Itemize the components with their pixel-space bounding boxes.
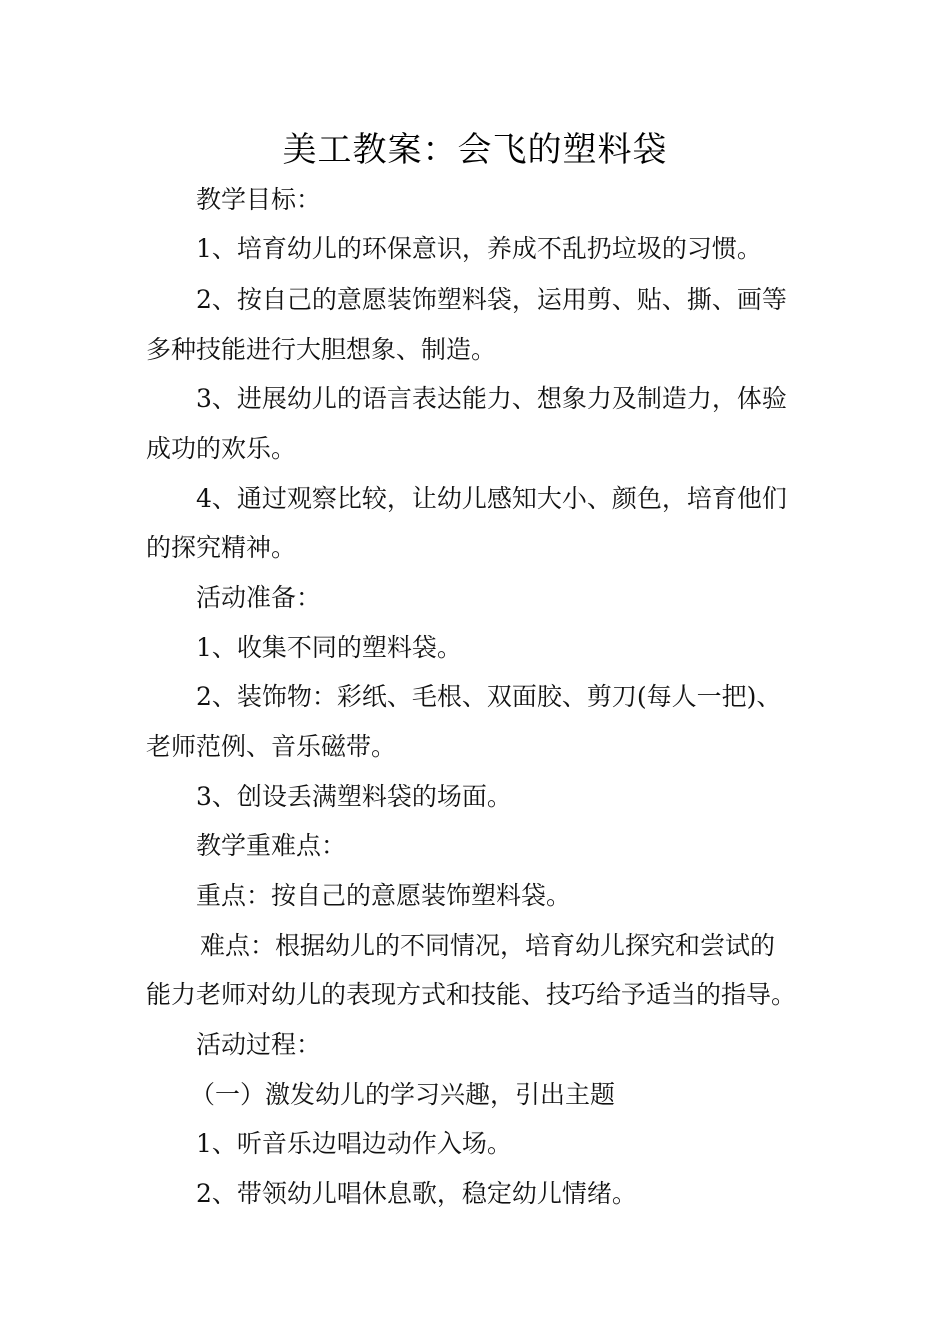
paragraph-line: 4、通过观察比较，让幼儿感知大小、颜色，培育他们 [196, 484, 787, 513]
paragraph-line: 2、按自己的意愿装饰塑料袋，运用剪、贴、撕、画等 [196, 285, 787, 314]
section-heading-teaching-goals: 教学目标： [196, 185, 322, 214]
paragraph-line: 老师范例、音乐磁带。 [146, 732, 397, 761]
paragraph-line: 多种技能进行大胆想象、制造。 [146, 335, 497, 364]
paragraph-line: 1、培育幼儿的环保意识，养成不乱扔垃圾的习惯。 [196, 234, 762, 263]
paragraph-line: 1、收集不同的塑料袋。 [196, 633, 462, 662]
paragraph-line: 的探究精神。 [146, 533, 297, 562]
paragraph-line: 难点：根据幼儿的不同情况，培育幼儿探究和尝试的 [200, 931, 776, 960]
paragraph-line: 1、听音乐边唱边动作入场。 [196, 1129, 512, 1158]
paragraph-line: 重点：按自己的意愿装饰塑料袋。 [196, 881, 572, 910]
section-heading-activity-process: 活动过程： [196, 1030, 322, 1059]
document-title: 美工教案：会飞的塑料袋 [282, 130, 668, 170]
section-heading-key-points: 教学重难点： [196, 831, 347, 860]
paragraph-line: 3、创设丢满塑料袋的场面。 [196, 782, 512, 811]
paragraph-line: 成功的欢乐。 [146, 434, 297, 463]
paragraph-line: 2、带领幼儿唱休息歌，稳定幼儿情绪。 [196, 1179, 637, 1208]
subsection-heading: （一）激发幼儿的学习兴趣，引出主题 [190, 1080, 616, 1109]
paragraph-line: 2、装饰物：彩纸、毛根、双面胶、剪刀(每人一把)、 [196, 682, 782, 711]
section-heading-activity-prep: 活动准备： [196, 583, 322, 612]
paragraph-line: 3、进展幼儿的语言表达能力、想象力及制造力，体验 [196, 384, 787, 413]
paragraph-line: 能力老师对幼儿的表现方式和技能、技巧给予适当的指导。 [146, 980, 797, 1009]
